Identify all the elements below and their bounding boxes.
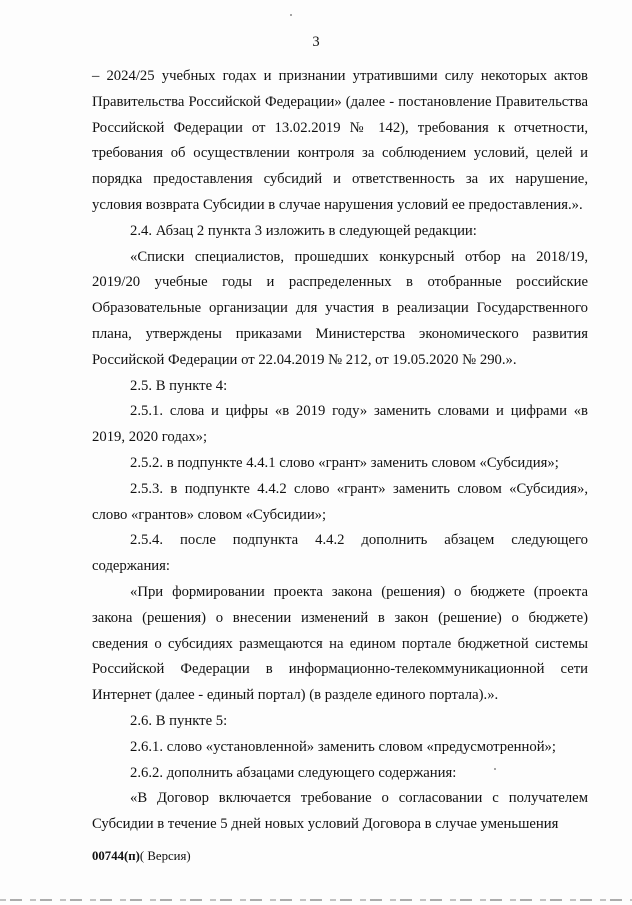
document-code: 00744(п) [92,849,140,863]
paragraph-2-4: 2.4. Абзац 2 пункта 3 изложить в следующей редакции: [130,222,477,239]
page-number: 3 [312,34,320,50]
paragraph-2-5: 2.5. В пункте 4: [130,377,228,394]
paragraph-2-6-2: 2.6.2. дополнить абзацами следующего содержания: [130,764,457,781]
document-version: ( Версия) [139,849,191,863]
document-footer [92,849,191,864]
scan-speck [494,768,496,770]
paragraph-2-5-1: 2.5.1. слова и цифры «в 2019 году» заменить словами и цифрами «в 2019, 2020 годах»; [92,403,588,446]
paragraph-2-5-3: 2.5.3. в подпункте 4.4.2 слово «грант» заменить словом «Субсидия», слово «грантов» словом «Субсидии»; [92,480,588,523]
paragraph-2-5-4: 2.5.4. после подпункта 4.4.2 дополнить абзацем следующего содержания: [92,532,588,575]
scan-speck [290,14,292,16]
paragraph-contract-requirement: «В Договор включается требование о согласовании с получателем Субсидии в течение 5 дней новых условий Договора в случае уменьшения [92,790,588,833]
paragraph-specialists-list: «Списки специалистов, прошедших конкурсный отбор на 2018/19, 2019/20 учебные годы и распределенных в отобранные российские Образовательные организации для участия в реализации Государственного плана, утверждены приказами Министерства экономического развития Российской Федерации от 22.04.2019 № 212, от 19.05.2020 № 290.». [92,248,588,368]
paragraph-2-5-2: 2.5.2. в подпункте 4.4.1 слово «грант» заменить словом «Субсидия»; [130,454,559,471]
paragraph-budget-law: «При формировании проекта закона (решения) о бюджете (проекта закона (решения) о внесении изменений в закон (решение) о бюджете) сведения о субсидиях размещаются на едином портале бюджетной системы Российской Федерации в информационно-телекоммуникационной сети Интернет (далее - единый портал) (в разделе единого портала).». [92,583,588,704]
document-body [92,64,588,838]
paragraph-2-6-1: 2.6.1. слово «установленной» заменить словом «предусмотренной»; [130,738,556,755]
paragraph-continuation: – 2024/25 учебных годах и признании утратившими силу некоторых актов Правительства Российской Федерации» (далее - постановление Правительства Российской Федерации от 13.02.2019 № 142), требования к отчетности, требования об осуществлении контроля за соблюдением условий, целей и порядка предоставления субсидий и ответственность за их нарушение, условия возврата Субсидии в случае нарушения условий ее предоставления.». [92,68,588,213]
paragraph-2-6: 2.6. В пункте 5: [130,712,228,729]
scan-bottom-edge [0,899,632,901]
